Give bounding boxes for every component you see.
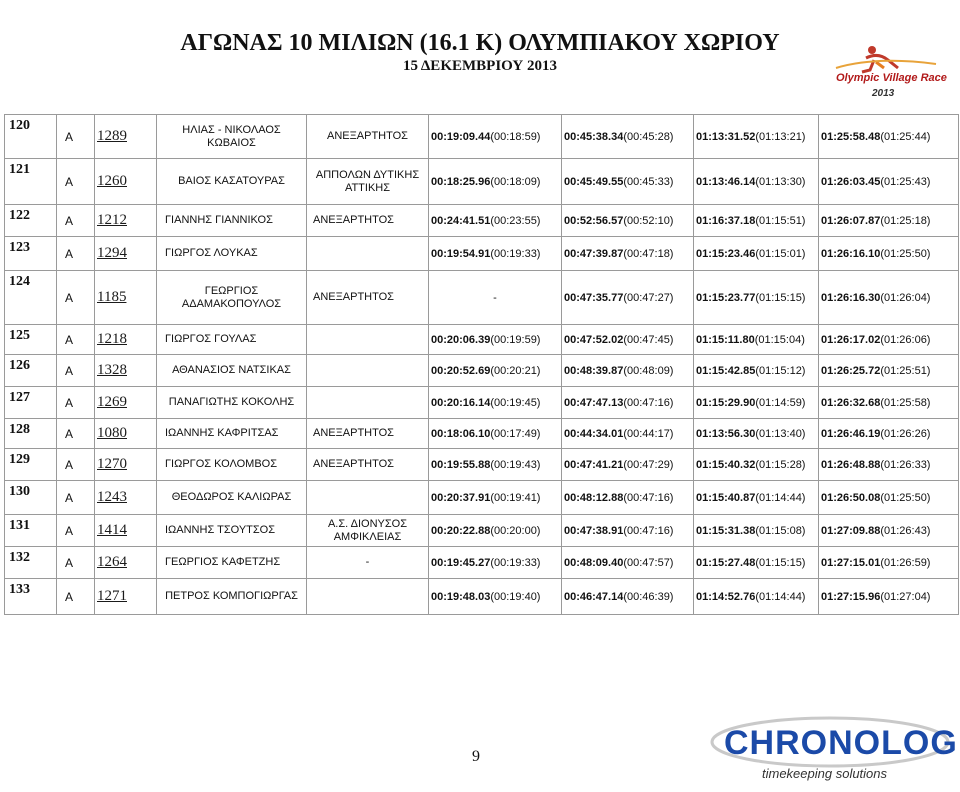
athlete-name-cell: ΙΩΑΝΝΗΣ ΚΑΦΡΙΤΣΑΣ: [157, 419, 307, 449]
split-time-cell: [562, 579, 694, 615]
table-row: [5, 115, 959, 159]
bib-link[interactable]: 1080: [97, 425, 127, 441]
split-time-cell: [562, 115, 694, 159]
net-time: (01:25:18): [880, 214, 931, 227]
net-time: (01:25:50): [880, 491, 931, 504]
split-time-cell: [694, 205, 819, 237]
club-cell: -: [307, 547, 429, 579]
category-cell: A: [57, 515, 95, 547]
gun-time: 00:19:55.88: [431, 458, 491, 471]
net-time: (01:25:44): [880, 130, 931, 143]
gun-time: 01:15:23.77: [696, 291, 756, 304]
bib-cell: [95, 355, 157, 387]
net-time: (00:19:43): [490, 458, 541, 471]
gun-time: 01:14:52.76: [696, 590, 756, 603]
net-time: (00:17:49): [490, 427, 541, 440]
net-time: (00:19:41): [490, 491, 541, 504]
category-cell: A: [57, 271, 95, 325]
net-time: (00:44:17): [623, 427, 674, 440]
net-time: (01:15:04): [754, 333, 805, 346]
split-time-cell: [562, 205, 694, 237]
split-time-cell: [429, 205, 562, 237]
table-row: [5, 355, 959, 387]
bib-cell: [95, 579, 157, 615]
gun-time: 00:48:39.87: [564, 364, 624, 377]
club-cell: Α.Σ. ΔΙΟΝΥΣΟΣ ΑΜΦΙΚΛΕΙΑΣ: [307, 515, 429, 547]
athlete-name-cell: ΓΙΩΡΓΟΣ ΛΟΥΚΑΣ: [157, 237, 307, 271]
net-time: (01:26:43): [880, 524, 931, 537]
table-row: [5, 271, 959, 325]
gun-time: 01:26:16.10: [821, 247, 881, 260]
gun-time: 00:46:47.14: [564, 590, 624, 603]
split-time-cell: [819, 237, 959, 271]
net-time: (00:52:10): [623, 214, 674, 227]
split-time-cell: [694, 515, 819, 547]
category-cell: A: [57, 355, 95, 387]
results-table: [4, 114, 959, 615]
net-time: (01:26:04): [880, 291, 931, 304]
bib-link[interactable]: 1260: [97, 173, 127, 189]
net-time: (00:18:09): [490, 175, 541, 188]
split-time-cell: [694, 547, 819, 579]
gun-time: 00:47:52.02: [564, 333, 624, 346]
split-time-cell: [819, 115, 959, 159]
net-time: (00:19:40): [490, 590, 541, 603]
page-title: ΑΓΩΝΑΣ 10 ΜΙΛΙΩΝ (16.1 Κ) ΟΛΥΜΠΙΑΚΟΥ ΧΩΡΙΟΥ: [180, 30, 780, 56]
athlete-name-cell: ΗΛΙΑΣ - ΝΙΚΟΛΑΟΣ ΚΩΒΑΙΟΣ: [157, 115, 307, 159]
bib-cell: [95, 419, 157, 449]
club-cell: ΑΝΕΞΑΡΤΗΤΟΣ: [307, 205, 429, 237]
athlete-name-cell: ΓΙΩΡΓΟΣ ΚΟΛΟΜΒΟΣ: [157, 449, 307, 481]
net-time: (00:18:59): [490, 130, 541, 143]
split-time-cell: [562, 547, 694, 579]
gun-time: 01:27:15.01: [821, 556, 881, 569]
gun-time: 00:20:22.88: [431, 524, 491, 537]
athlete-name-cell: ΠΕΤΡΟΣ ΚΟΜΠΟΓΙΩΡΓΑΣ: [157, 579, 307, 615]
net-time: (01:27:04): [880, 590, 931, 603]
split-time-cell: [694, 159, 819, 205]
rank-cell: 124: [5, 271, 57, 325]
net-time: (01:26:06): [880, 333, 931, 346]
rank-cell: 132: [5, 547, 57, 579]
athlete-name-cell: ΑΘΑΝΑΣΙΟΣ ΝΑΤΣΙΚΑΣ: [157, 355, 307, 387]
split-time-cell: [429, 481, 562, 515]
table-row: [5, 325, 959, 355]
split-time-cell: [562, 449, 694, 481]
bib-cell: [95, 205, 157, 237]
split-time-cell: [562, 481, 694, 515]
bib-link[interactable]: 1185: [97, 289, 127, 305]
table-row: [5, 449, 959, 481]
category-cell: A: [57, 115, 95, 159]
athlete-name-cell: ΙΩΑΝΝΗΣ ΤΣΟΥΤΣΟΣ: [157, 515, 307, 547]
split-time-cell: [694, 449, 819, 481]
gun-time: 01:26:32.68: [821, 396, 881, 409]
gun-time: 00:18:25.96: [431, 175, 491, 188]
net-time: (01:15:08): [755, 524, 806, 537]
net-time: (01:15:15): [755, 291, 806, 304]
net-time: (00:45:28): [623, 130, 674, 143]
category-cell: A: [57, 419, 95, 449]
net-time: (00:19:33): [490, 556, 541, 569]
split-time-cell: [819, 355, 959, 387]
net-time: (00:19:33): [490, 247, 541, 260]
club-cell: [307, 325, 429, 355]
category-cell: A: [57, 481, 95, 515]
split-time-cell: [429, 115, 562, 159]
split-time-cell: [819, 481, 959, 515]
split-time-cell: [819, 271, 959, 325]
net-time: (01:25:50): [880, 247, 931, 260]
gun-time: 01:26:50.08: [821, 491, 881, 504]
split-time-cell: [694, 481, 819, 515]
net-time: (01:15:01): [755, 247, 806, 260]
rank-cell: 121: [5, 159, 57, 205]
gun-time: 01:13:56.30: [696, 427, 756, 440]
net-time: (01:26:33): [880, 458, 931, 471]
gun-time: 00:45:38.34: [564, 130, 624, 143]
bib-link[interactable]: 1212: [97, 212, 127, 228]
club-cell: [307, 579, 429, 615]
bib-cell: [95, 159, 157, 205]
gun-time: 01:26:16.30: [821, 291, 881, 304]
net-time: (01:25:51): [880, 364, 931, 377]
gun-time: 01:26:48.88: [821, 458, 881, 471]
page-number: 9: [472, 748, 480, 765]
rank-cell: 133: [5, 579, 57, 615]
club-cell: [307, 481, 429, 515]
gun-time: 00:45:49.55: [564, 175, 624, 188]
gun-time: 00:47:47.13: [564, 396, 624, 409]
gun-time: 01:26:46.19: [821, 427, 881, 440]
gun-time: 00:48:12.88: [564, 491, 624, 504]
gun-time: 01:15:23.46: [696, 247, 756, 260]
rank-cell: 122: [5, 205, 57, 237]
club-cell: [307, 387, 429, 419]
gun-time: 00:19:48.03: [431, 590, 491, 603]
category-cell: A: [57, 387, 95, 419]
split-time-cell: [819, 387, 959, 419]
net-time: (01:14:59): [755, 396, 806, 409]
gun-time: 01:26:03.45: [821, 175, 881, 188]
bib-cell: [95, 387, 157, 419]
table-row: [5, 387, 959, 419]
gun-time: 00:24:41.51: [431, 214, 491, 227]
bib-link[interactable]: 1328: [97, 362, 127, 378]
split-time-cell: [562, 159, 694, 205]
gun-time: 00:19:54.91: [431, 247, 491, 260]
logo-text: Olympic Village Race: [836, 72, 947, 84]
bib-cell: [95, 237, 157, 271]
table-row: [5, 547, 959, 579]
net-time: (00:20:21): [490, 364, 541, 377]
bib-link[interactable]: 1264: [97, 554, 127, 570]
net-time: (01:15:28): [755, 458, 806, 471]
gun-time: 00:20:37.91: [431, 491, 491, 504]
gun-time: 01:27:15.96: [821, 590, 881, 603]
table-row: [5, 237, 959, 271]
net-time: (00:47:16): [623, 524, 674, 537]
category-cell: A: [57, 449, 95, 481]
split-time-cell: [819, 419, 959, 449]
split-time-cell: [562, 355, 694, 387]
category-cell: A: [57, 579, 95, 615]
bib-link[interactable]: 1243: [97, 489, 127, 505]
net-time: (01:13:30): [755, 175, 806, 188]
gun-time: 00:52:56.57: [564, 214, 624, 227]
split-time-cell: [429, 325, 562, 355]
bib-link[interactable]: 1289: [97, 128, 127, 144]
gun-time: 01:15:31.38: [696, 524, 756, 537]
club-cell: ΑΝΕΞΑΡΤΗΤΟΣ: [307, 419, 429, 449]
bib-link[interactable]: 1271: [97, 588, 127, 604]
gun-time: 00:47:41.21: [564, 458, 624, 471]
net-time: (00:47:16): [623, 396, 674, 409]
net-time: (01:26:59): [880, 556, 931, 569]
net-time: (00:47:18): [623, 247, 674, 260]
split-time-cell: -: [429, 271, 562, 325]
split-time-cell: [429, 419, 562, 449]
net-time: (01:14:44): [755, 590, 806, 603]
category-cell: A: [57, 237, 95, 271]
split-time-cell: [429, 515, 562, 547]
gun-time: 00:47:35.77: [564, 291, 624, 304]
club-cell: ΑΝΕΞΑΡΤΗΤΟΣ: [307, 449, 429, 481]
split-time-cell: [562, 387, 694, 419]
table-row: [5, 579, 959, 615]
net-time: (01:15:15): [755, 556, 806, 569]
bib-cell: [95, 325, 157, 355]
table-row: [5, 159, 959, 205]
split-time-cell: [429, 237, 562, 271]
bib-link[interactable]: 1269: [97, 394, 127, 410]
athlete-name-cell: ΓΕΩΡΓΙΟΣ ΑΔΑΜΑΚΟΠΟΥΛΟΣ: [157, 271, 307, 325]
split-time-cell: [694, 579, 819, 615]
split-time-cell: [562, 515, 694, 547]
net-time: (00:19:59): [490, 333, 541, 346]
split-time-cell: [429, 547, 562, 579]
club-cell: [307, 355, 429, 387]
gun-time: 00:44:34.01: [564, 427, 624, 440]
gun-time: 01:27:09.88: [821, 524, 881, 537]
category-cell: A: [57, 325, 95, 355]
split-time-cell: [429, 579, 562, 615]
bib-cell: [95, 449, 157, 481]
category-cell: A: [57, 547, 95, 579]
rank-cell: 129: [5, 449, 57, 481]
net-time: (01:13:21): [755, 130, 806, 143]
category-cell: A: [57, 205, 95, 237]
net-time: (01:15:51): [755, 214, 806, 227]
net-time: (00:47:45): [623, 333, 674, 346]
rank-cell: 125: [5, 325, 57, 355]
gun-time: 01:25:58.48: [821, 130, 881, 143]
table-row: [5, 481, 959, 515]
athlete-name-cell: ΘΕΟΔΩΡΟΣ ΚΑΛΙΩΡΑΣ: [157, 481, 307, 515]
split-time-cell: [819, 449, 959, 481]
net-time: (00:47:29): [623, 458, 674, 471]
split-time-cell: [562, 419, 694, 449]
split-time-cell: [694, 115, 819, 159]
gun-time: 00:18:06.10: [431, 427, 491, 440]
table-row: [5, 419, 959, 449]
athlete-name-cell: ΠΑΝΑΓΙΩΤΗΣ ΚΟΚΟΛΗΣ: [157, 387, 307, 419]
bib-cell: [95, 271, 157, 325]
split-time-cell: [819, 579, 959, 615]
net-time: (00:46:39): [623, 590, 674, 603]
gun-time: 00:19:09.44: [431, 130, 491, 143]
bib-cell: [95, 547, 157, 579]
gun-time: 01:15:29.90: [696, 396, 756, 409]
bib-link[interactable]: 1218: [97, 331, 127, 347]
gun-time: 00:19:45.27: [431, 556, 491, 569]
split-time-cell: [819, 159, 959, 205]
bib-link[interactable]: 1294: [97, 245, 127, 261]
net-time: (01:13:40): [755, 427, 806, 440]
net-time: (00:23:55): [490, 214, 541, 227]
gun-time: 00:20:16.14: [431, 396, 491, 409]
bib-cell: [95, 515, 157, 547]
rank-cell: 130: [5, 481, 57, 515]
club-cell: ΑΝΕΞΑΡΤΗΤΟΣ: [307, 271, 429, 325]
net-time: (00:47:27): [623, 291, 674, 304]
gun-time: 01:13:31.52: [696, 130, 756, 143]
rank-cell: 123: [5, 237, 57, 271]
rank-cell: 127: [5, 387, 57, 419]
athlete-name-cell: ΓΙΑΝΝΗΣ ΓΙΑΝΝΙΚΟΣ: [157, 205, 307, 237]
gun-time: 01:15:40.87: [696, 491, 756, 504]
gun-time: 00:47:39.87: [564, 247, 624, 260]
split-time-cell: [694, 325, 819, 355]
chronolog-wordmark: CHRONOLOG: [724, 724, 958, 762]
split-time-cell: [694, 387, 819, 419]
chronolog-tagline: timekeeping solutions: [762, 766, 888, 781]
split-time-cell: [694, 355, 819, 387]
athlete-name-cell: ΓΙΩΡΓΟΣ ΓΟΥΛΑΣ: [157, 325, 307, 355]
net-time: (00:20:00): [490, 524, 541, 537]
category-cell: A: [57, 159, 95, 205]
split-time-cell: [694, 271, 819, 325]
gun-time: 00:48:09.40: [564, 556, 624, 569]
gun-time: 01:26:25.72: [821, 364, 881, 377]
split-time-cell: [429, 387, 562, 419]
split-time-cell: [429, 449, 562, 481]
gun-time: 01:13:46.14: [696, 175, 756, 188]
split-time-cell: [562, 325, 694, 355]
split-time-cell: [819, 547, 959, 579]
race-date: 15 ΔΕΚΕΜΒΡΙΟΥ 2013: [402, 58, 558, 74]
gun-time: 00:20:06.39: [431, 333, 491, 346]
club-cell: ΑΠΠΟΛΩΝ ΔΥΤΙΚΗΣ ΑΤΤΙΚΗΣ: [307, 159, 429, 205]
net-time: (00:45:33): [623, 175, 674, 188]
table-row: [5, 205, 959, 237]
club-cell: [307, 237, 429, 271]
athlete-name-cell: ΒΑΙΟΣ ΚΑΣΑΤΟΥΡΑΣ: [157, 159, 307, 205]
net-time: (00:48:09): [623, 364, 674, 377]
net-time: (00:19:45): [490, 396, 541, 409]
rank-cell: 126: [5, 355, 57, 387]
net-time: (01:25:58): [880, 396, 931, 409]
split-time-cell: [819, 515, 959, 547]
gun-time: 00:47:38.91: [564, 524, 624, 537]
net-time: (00:47:16): [623, 491, 674, 504]
athlete-name-cell: ΓΕΩΡΓΙΟΣ ΚΑΦΕΤΖΗΣ: [157, 547, 307, 579]
gun-time: 01:26:17.02: [821, 333, 881, 346]
bib-cell: [95, 115, 157, 159]
split-time-cell: [694, 237, 819, 271]
table-row: [5, 515, 959, 547]
split-time-cell: [694, 419, 819, 449]
split-time-cell: [819, 325, 959, 355]
split-time-cell: [562, 271, 694, 325]
split-time-cell: [819, 205, 959, 237]
bib-link[interactable]: 1270: [97, 456, 127, 472]
gun-time: 01:15:40.32: [696, 458, 756, 471]
bib-link[interactable]: 1414: [97, 522, 127, 538]
net-time: (01:15:12): [755, 364, 806, 377]
rank-cell: 128: [5, 419, 57, 449]
logo-year: 2013: [872, 88, 895, 99]
net-time: (01:26:26): [880, 427, 931, 440]
net-time: (00:47:57): [623, 556, 674, 569]
net-time: (01:14:44): [755, 491, 806, 504]
gun-time: 00:20:52.69: [431, 364, 491, 377]
split-time-cell: [429, 159, 562, 205]
split-time-cell: [429, 355, 562, 387]
rank-cell: 131: [5, 515, 57, 547]
net-time: (01:25:43): [880, 175, 931, 188]
rank-cell: 120: [5, 115, 57, 159]
gun-time: 01:15:11.80: [696, 333, 755, 346]
split-time-cell: [562, 237, 694, 271]
gun-time: 01:16:37.18: [696, 214, 756, 227]
gun-time: 01:26:07.87: [821, 214, 881, 227]
club-cell: ΑΝΕΞΑΡΤΗΤΟΣ: [307, 115, 429, 159]
gun-time: 01:15:27.48: [696, 556, 756, 569]
bib-cell: [95, 481, 157, 515]
gun-time: 01:15:42.85: [696, 364, 756, 377]
